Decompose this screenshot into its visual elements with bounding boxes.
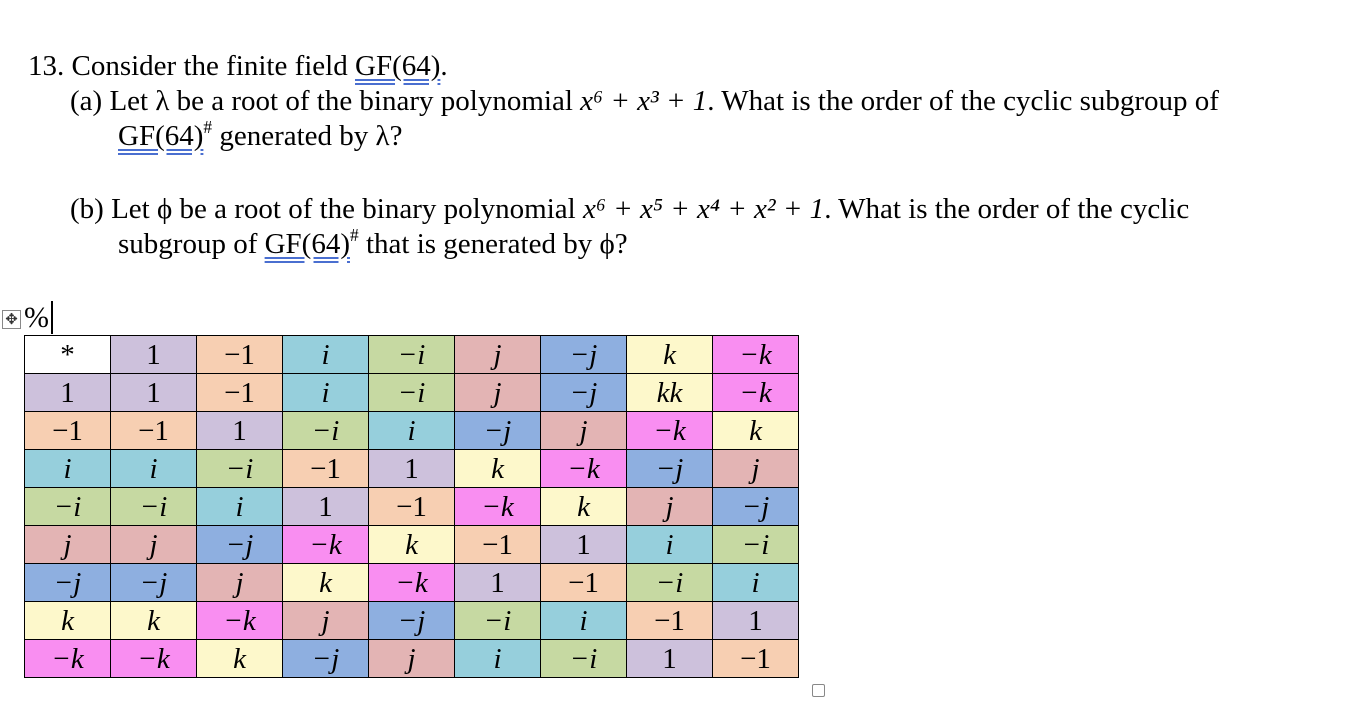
part-a-question-end: generated by λ? <box>212 120 403 152</box>
table-cell[interactable]: −1 <box>197 374 283 412</box>
table-cell[interactable]: −i <box>283 412 369 450</box>
table-cell[interactable]: j <box>541 412 627 450</box>
table-cell[interactable]: −j <box>627 450 713 488</box>
table-cell[interactable]: −j <box>455 412 541 450</box>
question-13-line <box>28 49 448 84</box>
table-cell[interactable]: −j <box>713 488 799 526</box>
table-row-header-cell[interactable]: −k <box>25 640 111 678</box>
table-cell[interactable]: −k <box>369 564 455 602</box>
table-row <box>25 526 799 564</box>
table-header-cell[interactable]: 1 <box>111 336 197 374</box>
table-row <box>25 412 799 450</box>
table-cell[interactable]: k <box>111 602 197 640</box>
table-cell[interactable]: j <box>455 374 541 412</box>
part-b-text: Let ϕ be a root of the binary polynomial <box>111 193 583 225</box>
table-row <box>25 488 799 526</box>
part-a-label: (a) <box>70 85 103 117</box>
table-cell[interactable]: −1 <box>455 526 541 564</box>
table-header-cell[interactable]: j <box>455 336 541 374</box>
table-header-cell[interactable]: i <box>283 336 369 374</box>
table-header-cell[interactable]: −j <box>541 336 627 374</box>
table-cell[interactable]: 1 <box>541 526 627 564</box>
table-cell[interactable]: k <box>713 412 799 450</box>
table-cell[interactable]: i <box>713 564 799 602</box>
table-row <box>25 640 799 678</box>
table-row-header-cell[interactable]: 1 <box>25 374 111 412</box>
table-cell[interactable]: i <box>627 526 713 564</box>
table-header-cell[interactable]: k <box>627 336 713 374</box>
table-cell[interactable]: k <box>197 640 283 678</box>
table-cell[interactable]: j <box>197 564 283 602</box>
table-header-cell[interactable]: * <box>25 336 111 374</box>
part-a-line-2 <box>118 116 403 154</box>
table-cell[interactable]: i <box>111 450 197 488</box>
table-row-header-cell[interactable]: i <box>25 450 111 488</box>
table-cell[interactable]: i <box>455 640 541 678</box>
part-a-polynomial: x⁶ + x³ + 1 <box>580 85 708 117</box>
table-row-header-cell[interactable]: −1 <box>25 412 111 450</box>
table-cell[interactable]: k <box>541 488 627 526</box>
table-cell[interactable]: −j <box>197 526 283 564</box>
table-cell[interactable]: −k <box>541 450 627 488</box>
part-a-text: Let λ be a root of the binary polynomial <box>109 85 581 117</box>
part-b-label: (b) <box>70 193 104 225</box>
table-cell[interactable]: k <box>283 564 369 602</box>
question-intro-end: . <box>440 50 448 82</box>
table-cell[interactable]: j <box>283 602 369 640</box>
table-cell[interactable]: k <box>369 526 455 564</box>
table-cell[interactable]: −1 <box>111 412 197 450</box>
table-cell[interactable]: j <box>111 526 197 564</box>
table-cell[interactable]: −1 <box>627 602 713 640</box>
table-cell[interactable]: k <box>455 450 541 488</box>
table-cell[interactable]: 1 <box>197 412 283 450</box>
table-cell[interactable]: i <box>369 412 455 450</box>
table-row-header-cell[interactable]: k <box>25 602 111 640</box>
table-cell[interactable]: i <box>283 374 369 412</box>
part-a-question: . What is the order of the cyclic subgroup of <box>707 85 1219 117</box>
table-cell[interactable]: −i <box>197 450 283 488</box>
field-name: GF(64) <box>355 50 441 82</box>
table-cell[interactable]: i <box>541 602 627 640</box>
table-cell[interactable]: −k <box>713 374 799 412</box>
table-cell[interactable]: 1 <box>283 488 369 526</box>
part-b-question-start: subgroup of <box>118 228 265 260</box>
table-cell[interactable]: −j <box>369 602 455 640</box>
table-cell[interactable]: i <box>197 488 283 526</box>
table-cell[interactable]: −i <box>111 488 197 526</box>
table-cell[interactable]: j <box>369 640 455 678</box>
table-cell[interactable]: −1 <box>283 450 369 488</box>
table-cell[interactable]: j <box>627 488 713 526</box>
part-b-question-end: that is generated by ϕ? <box>358 228 628 260</box>
question-number: 13. <box>28 50 65 82</box>
table-cell[interactable]: 1 <box>455 564 541 602</box>
stray-text[interactable]: % <box>24 301 49 334</box>
table-cell[interactable]: kk <box>627 374 713 412</box>
table-row-header-cell[interactable]: −i <box>25 488 111 526</box>
resize-handle-icon[interactable] <box>812 684 825 697</box>
quaternion-multiplication-table[interactable] <box>24 335 799 678</box>
table-cell[interactable]: 1 <box>111 374 197 412</box>
field-name: GF(64) <box>264 228 350 260</box>
part-b-line-2 <box>118 224 628 262</box>
table-cell[interactable]: −j <box>111 564 197 602</box>
table-cell[interactable]: −j <box>541 374 627 412</box>
table-header-cell[interactable]: −k <box>713 336 799 374</box>
table-row-header-cell[interactable]: j <box>25 526 111 564</box>
table-cell[interactable]: −i <box>627 564 713 602</box>
table-cell[interactable]: −1 <box>713 640 799 678</box>
table-cell[interactable]: −k <box>627 412 713 450</box>
move-icon[interactable]: ✥ <box>2 310 21 329</box>
table-cell[interactable]: −1 <box>541 564 627 602</box>
table-row <box>25 374 799 412</box>
table-header-cell[interactable]: −1 <box>197 336 283 374</box>
table-cell[interactable]: −k <box>111 640 197 678</box>
table-cell[interactable]: −i <box>713 526 799 564</box>
part-b-line-1 <box>70 192 1189 227</box>
table-cell[interactable]: −k <box>455 488 541 526</box>
table-cell[interactable]: 1 <box>713 602 799 640</box>
part-a-line-1 <box>70 84 1219 119</box>
part-b-question: . What is the order of the cyclic <box>824 193 1190 225</box>
part-b-polynomial: x⁶ + x⁵ + x⁴ + x² + 1 <box>582 193 825 225</box>
table-row <box>25 450 799 488</box>
text-cursor <box>51 301 53 334</box>
table-cell[interactable]: −i <box>541 640 627 678</box>
table-row-header-cell[interactable]: −j <box>25 564 111 602</box>
table-cell[interactable]: 1 <box>627 640 713 678</box>
hash-superscript: # <box>350 224 359 245</box>
table-cell[interactable]: −k <box>283 526 369 564</box>
question-intro: Consider the finite field <box>71 50 355 82</box>
table-cell[interactable]: 1 <box>369 450 455 488</box>
hash-superscript: # <box>203 116 213 137</box>
table-header-cell[interactable]: −i <box>369 336 455 374</box>
table-header-row <box>25 336 799 374</box>
field-name: GF(64) <box>118 120 204 152</box>
table-cell[interactable]: −i <box>455 602 541 640</box>
table-row <box>25 564 799 602</box>
table-cell[interactable]: j <box>713 450 799 488</box>
table-cell[interactable]: −i <box>369 374 455 412</box>
table-cell[interactable]: −k <box>197 602 283 640</box>
table-cell[interactable]: −1 <box>369 488 455 526</box>
table-row <box>25 602 799 640</box>
table-cell[interactable]: −j <box>283 640 369 678</box>
